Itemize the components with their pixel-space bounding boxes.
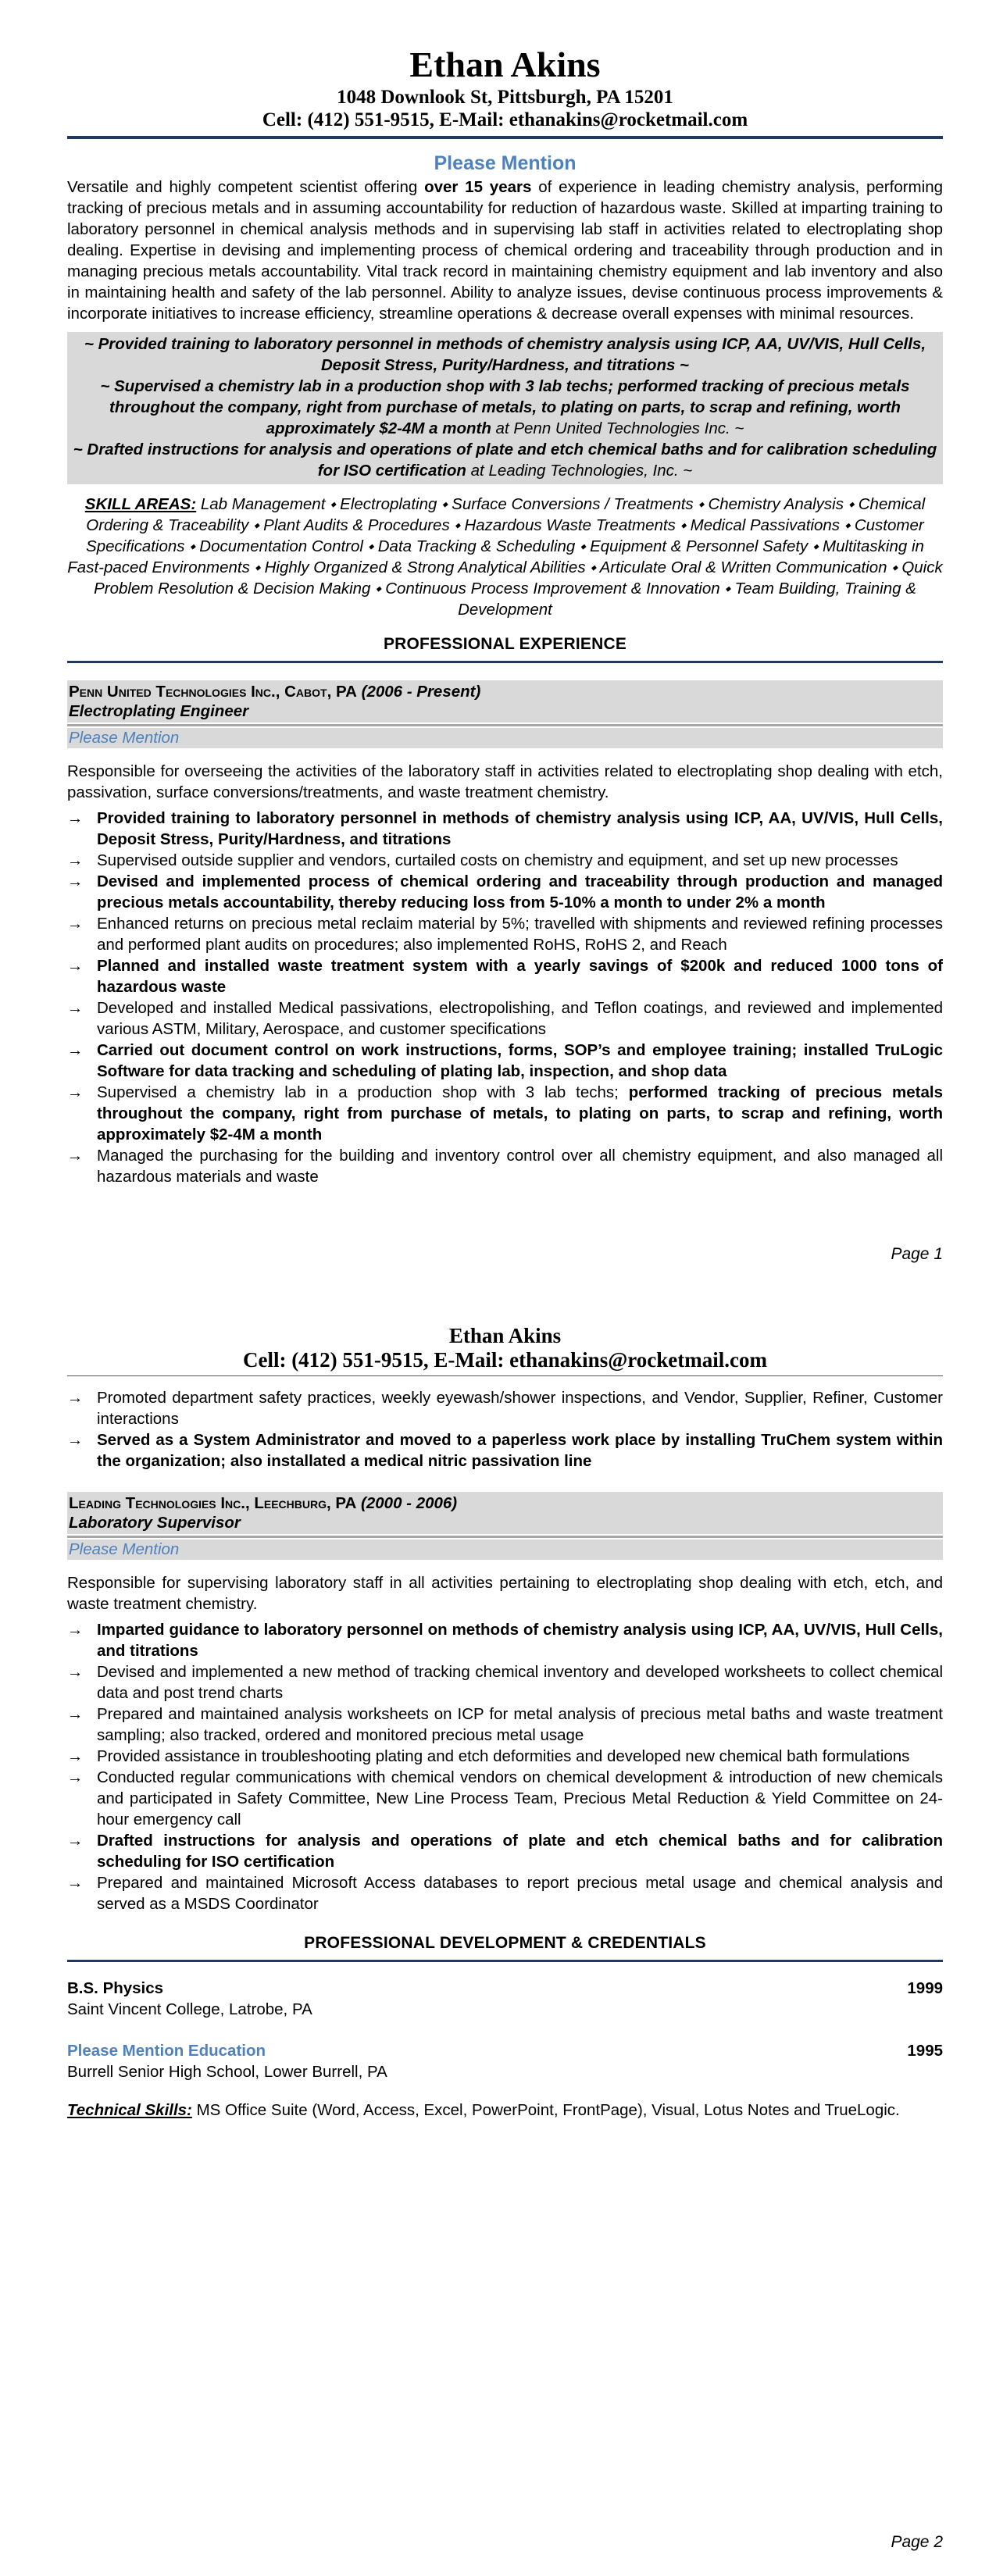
summary-paragraph (67, 177, 943, 324)
arrow-bullet-icon: → (67, 1041, 84, 1059)
arrow-bullet-icon: → (67, 957, 84, 975)
list-item: → Planned and installed waste treatment system with a yearly savings of $200k and reduced 1000 tons of hazardous waste (67, 957, 943, 996)
list-item: → Supervised a chemistry lab in a production shop with 3 lab techs; performed tracking of precious metals throughout the company, right from purchase of metals, to plating on parts, to scrap and refining, worth approximately $2-4M a month (67, 1083, 944, 1144)
experience-rule (67, 661, 943, 663)
education-entry (67, 1978, 943, 2020)
arrow-bullet-icon: → (67, 1705, 84, 1723)
job-company: Penn United Technologies Inc., Cabot, PA (69, 683, 357, 701)
list-item: → Provided training to laboratory personnel in methods of chemistry analysis using ICP, AA, UV/VIS, Hull Cells, Deposit Stress, Purity/Hardness, and titrations (67, 809, 943, 848)
skill-areas (67, 494, 943, 620)
education-entry (67, 2040, 943, 2082)
highlight-item: ~ Provided training to laboratory personnel in methods of chemistry analysis using ICP, AA, UV/VIS, Hull Cells, Deposit Stress, Purity/Hardness, and titrations ~ (84, 335, 926, 374)
education-heading: PROFESSIONAL DEVELOPMENT & CREDENTIALS (304, 1934, 706, 1952)
resume-page-2 (0, 1288, 996, 2576)
highlight-item: ~ Drafted instructions for analysis and operations of plate and etch chemical baths and for calibration scheduling for ISO certification at Leading Technologies, Inc. ~ (73, 441, 937, 480)
degree: B.S. Physics (67, 1979, 164, 1997)
job-mention: Please Mention (67, 1540, 943, 1560)
list-item: → Managed the purchasing for the building and inventory control over all chemistry equipment, and also managed all hazardous materials and waste (67, 1147, 943, 1186)
summary-heading: Please Mention (434, 152, 577, 174)
job-divider (67, 724, 943, 726)
education-rule (67, 1960, 943, 1962)
arrow-bullet-icon: → (67, 872, 84, 890)
highlights-box (67, 332, 943, 484)
list-item: → Prepared and maintained analysis worksheets on ICP for metal analysis of precious metal baths and waste treatment sampling; also tracked, ordered and monitored precious metal usage (67, 1705, 943, 1744)
job-description: Responsible for overseeing the activities of the laboratory staff in activities related to electroplating shop dealing with etch, passivation, surface conversions/treatments, and waste treatment chemistry. (67, 762, 943, 801)
list-item: → Served as a System Administrator and moved to a paperless work place by installing TruChem system within the organization; also installated a medical nitric passivation line (67, 1431, 943, 1470)
list-item: → Conducted regular communications with chemical vendors on chemical development & introduction of new chemicals and participated in Safety Committee, New Line Process Team, Precious Metal Reduction & Yield Committee on 24-hour emergency call (67, 1768, 943, 1829)
list-item: → Prepared and maintained Microsoft Access databases to report precious metal usage and chemical analysis and served as a MSDS Coordinator (67, 1874, 943, 1913)
degree: Please Mention Education (67, 2042, 266, 2060)
job-title: Electroplating Engineer (69, 702, 249, 720)
experience-heading: PROFESSIONAL EXPERIENCE (383, 635, 627, 653)
list-item: → Supervised outside supplier and vendors, curtailed costs on chemistry and equipment, and set up new processes (67, 851, 898, 869)
arrow-bullet-icon: → (67, 1768, 84, 1786)
list-item: → Imparted guidance to laboratory personnel on methods of chemistry analysis using ICP, AA, UV/VIS, Hull Cells, and titrations (67, 1621, 943, 1660)
arrow-bullet-icon: → (67, 1832, 84, 1850)
list-item: → Devised and implemented process of chemical ordering and traceability through production and managed precious metals accountability, thereby reducing loss from 5-10% a month to under 2% a month (67, 872, 943, 912)
arrow-bullet-icon: → (67, 1747, 84, 1765)
job-mention: Please Mention (67, 728, 943, 748)
job-dates: (2000 - 2006) (361, 1494, 458, 1512)
job-bullets-continued (67, 1387, 943, 1472)
arrow-bullet-icon: → (67, 999, 84, 1017)
technical-skills (67, 2100, 943, 2121)
job-title: Laboratory Supervisor (69, 1514, 241, 1532)
arrow-bullet-icon: → (67, 915, 84, 933)
technical-skills-text: MS Office Suite (Word, Access, Excel, PowerPoint, FrontPage), Visual, Lotus Notes and TrueLogic. (191, 2101, 900, 2119)
list-item: → Provided assistance in troubleshooting plating and etch deformities and developed new chemical bath formulations (67, 1747, 910, 1765)
technical-skills-label: Technical Skills: (67, 2101, 192, 2119)
arrow-bullet-icon: → (67, 1083, 84, 1101)
page-number: Page 2 (891, 2533, 943, 2551)
page-number: Page 1 (891, 1245, 943, 1263)
summary-intro: Versatile and highly competent scientist offering (67, 178, 425, 196)
list-item: → Promoted department safety practices, weekly eyewash/shower inspections, and Vendor, Supplier, Refiner, Customer interactions (67, 1389, 943, 1428)
arrow-bullet-icon: → (67, 1621, 84, 1639)
job-dates: (2006 - Present) (361, 683, 481, 701)
candidate-name: Ethan Akins (448, 1324, 562, 1347)
list-item: → Devised and implemented a new method of tracking chemical inventory and developed worksheets to collect chemical data and post trend charts (67, 1663, 943, 1702)
list-item: → Carried out document control on work instructions, forms, SOP’s and employee training; installed TruLogic Software for data tracking and scheduling of plating lab, inspection, and shop data (67, 1041, 943, 1080)
list-item: → Developed and installed Medical passivations, electropolishing, and Teflon coatings, and reviewed and implemented various ASTM, Military, Aerospace, and customer specifications (67, 999, 943, 1038)
list-item: → Drafted instructions for analysis and operations of plate and etch chemical baths and for calibration scheduling for ISO certification (67, 1832, 943, 1871)
arrow-bullet-icon: → (67, 1663, 84, 1681)
degree-year: 1999 (907, 1979, 943, 1997)
arrow-bullet-icon: → (67, 1874, 84, 1892)
arrow-bullet-icon: → (67, 1431, 84, 1449)
arrow-bullet-icon: → (67, 1147, 84, 1165)
skill-areas-label: SKILL AREAS: (84, 495, 197, 513)
list-item: → Enhanced returns on precious metal reclaim material by 5%; travelled with shipments and reviewed refining processes and performed plant audits on procedures; also implemented RoHS, RoHS 2, and Reach (67, 915, 943, 954)
summary-intro-bold: over 15 years (424, 178, 532, 196)
job-header-leading-technologies (67, 1492, 943, 1534)
job-divider (67, 1536, 943, 1538)
arrow-bullet-icon: → (67, 809, 84, 827)
school: Saint Vincent College, Latrobe, PA (67, 2000, 312, 2018)
header-rule (67, 1375, 943, 1376)
school: Burrell Senior High School, Lower Burrell, PA (67, 2063, 387, 2081)
candidate-address: 1048 Downlook St, Pittsburgh, PA 15201 (337, 87, 673, 108)
skill-areas-list: Lab Management ⬩ Electroplating ⬩ Surface Conversions / Treatments ⬩ Chemistry Analysis ⬩ Chemical Ordering & Traceability ⬩ Plant Audits & Procedures ⬩ Hazardous Waste Treatments ⬩ Medical Passivations ⬩ Customer Specifications ⬩ Documentation Control ⬩ Data Tracking & Scheduling ⬩ Equipment & Personnel Safety ⬩ Multitasking in Fast-paced Environments ⬩ Highly Organized & Strong Analytical Abilities ⬩ Articulate Oral & Written Communication ⬩ Quick Problem Resolution & Decision Making ⬩ Continuous Process Improvement & Innovation ⬩ Team Building, Training & Development (67, 495, 943, 619)
candidate-name: Ethan Akins (409, 45, 601, 84)
summary-body: of experience in leading chemistry analysis, performing tracking of precious metals and in assuming accountability for reduction of hazardous waste. Skilled at imparting training to laboratory personnel in chemical analysis methods and in supervising lab staff in activities related to electroplating shop dealing. Expertise in devising and implementing process of chemical ordering and traceability through production and in managing precious metals accountability. Vital track record in maintaining chemistry equipment and lab inventory and also in maintaining health and safety of the lab personnel. Ability to analyze issues, devise continuous process improvements & incorporate initiatives to increase efficiency, streamline operations & decrease overall expenses with minimal resources. (67, 178, 943, 323)
degree-year: 1995 (907, 2042, 943, 2060)
arrow-bullet-icon: → (67, 851, 84, 869)
job-company: Leading Technologies Inc., Leechburg, PA (69, 1494, 357, 1512)
job-header-penn-united (67, 680, 943, 722)
candidate-contact: Cell: (412) 551-9515, E-Mail: ethanakins@rocketmail.com (262, 109, 748, 130)
job-bullets (67, 808, 943, 1187)
job-bullets (67, 1619, 943, 1914)
header-rule (67, 136, 943, 139)
highlight-item: ~ Supervised a chemistry lab in a production shop with 3 lab techs; performed tracking of precious metals throughout the company, right from purchase of metals, to plating on parts, to scrap and refining, worth approximately $2-4M a month at Penn United Technologies Inc. ~ (100, 377, 910, 437)
job-description: Responsible for supervising laboratory staff in all activities pertaining to electroplating shop dealing with etch, etch, and waste treatment chemistry. (67, 1574, 943, 1613)
candidate-contact: Cell: (412) 551-9515, E-Mail: ethanakins@rocketmail.com (242, 1348, 768, 1372)
arrow-bullet-icon: → (67, 1389, 84, 1407)
